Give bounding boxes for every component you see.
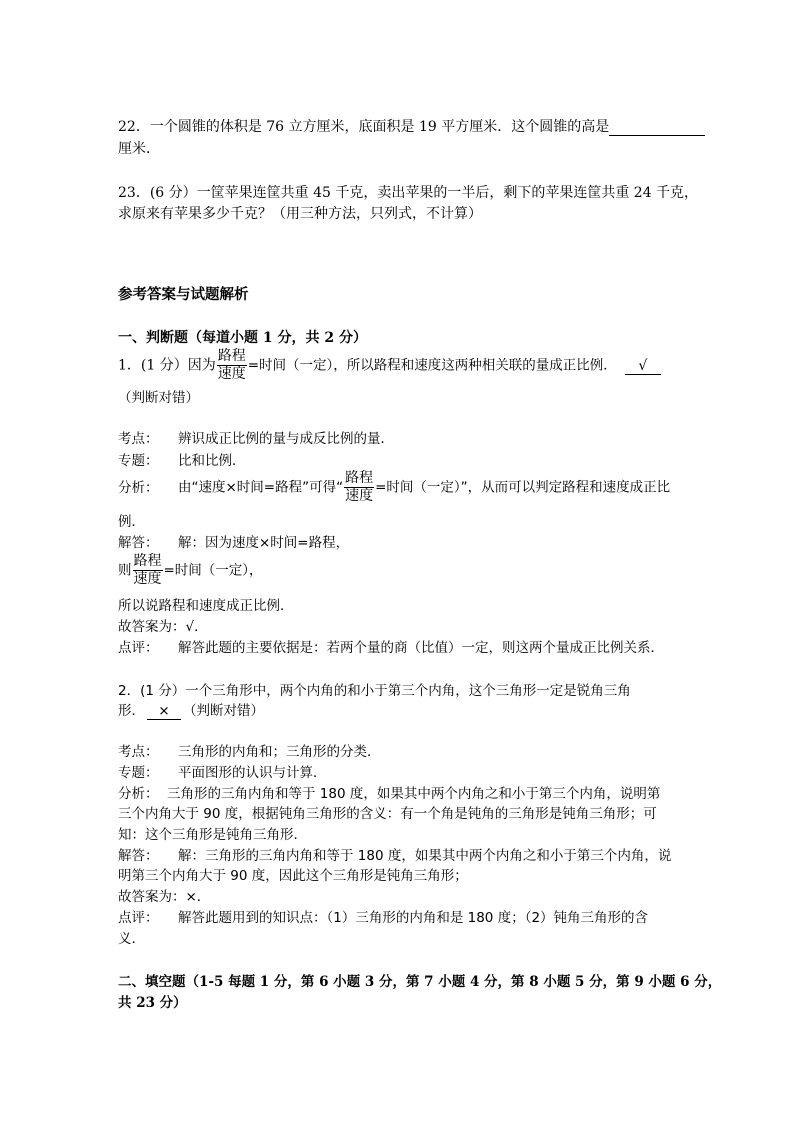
fraction-denominator: 速度 xyxy=(345,488,374,504)
kaodian-text: 三角形的内角和；三角形的分类． xyxy=(178,744,381,760)
label-dianping: 点评： xyxy=(118,910,159,926)
q1-fenxi xyxy=(118,470,670,505)
zhuanti-text: 平面图形的认识与计算． xyxy=(178,765,327,781)
fenxi-text: =时间（一定）”，从而可以判定路程和速度成正比 xyxy=(375,479,671,496)
label-dianping: 点评： xyxy=(118,640,159,656)
label-kaodian: 考点： xyxy=(118,744,159,760)
section-2-title-cont: 共 23 分） xyxy=(118,995,187,1011)
label-jieda: 解答： xyxy=(118,848,159,864)
question-2-judge: （判断对错） xyxy=(183,703,264,719)
q2-fenxi xyxy=(118,785,660,803)
question-2-line-1: 2．(1 分）一个三角形中，两个内角的和小于第三个内角，这个三角形一定是锐角三角 xyxy=(118,683,631,699)
kaodian-text: 辨识成正比例的量与成反比例的量． xyxy=(178,431,394,447)
jieda-text: 则 xyxy=(118,562,132,579)
q2-dianping-2: 义． xyxy=(118,931,145,947)
label-jieda: 解答： xyxy=(118,535,159,551)
q2-jieda xyxy=(118,847,671,865)
q2-fenxi-3: 知：这个三角形是钝角三角形． xyxy=(118,827,307,843)
fraction-denominator: 速度 xyxy=(133,571,162,587)
question-1-text: =时间（一定），所以路程和速度这两种相关联的量成正比例． xyxy=(247,357,617,374)
q1-jieda-2 xyxy=(118,553,263,588)
q2-fenxi-2: 三个内角大于 90 度，根据钝角三角形的含义：有一个角是钝角的三角形是钝角三角形；可 xyxy=(118,806,657,822)
q2-dianping xyxy=(118,909,648,927)
answer-blank xyxy=(609,120,705,136)
question-22 xyxy=(118,118,705,136)
fraction-distance-speed xyxy=(217,348,247,383)
question-22-text: 22．一个圆锥的体积是 76 立方厘米，底面积是 19 平方厘米．这个圆锥的高是 xyxy=(118,119,610,135)
q1-kaodian xyxy=(118,430,394,448)
zhuanti-text: 比和比例． xyxy=(178,453,246,469)
fraction-numerator: 路程 xyxy=(345,470,374,486)
jieda-text: =时间（一定）， xyxy=(163,562,263,579)
label-fenxi: 分析： xyxy=(118,786,159,802)
label-zhuanti: 专题： xyxy=(118,453,159,469)
jieda-text: 解：因为速度×时间=路程， xyxy=(178,535,350,551)
section-1-title: 一、判断题（每道小题 1 分，共 2 分） xyxy=(118,330,367,346)
q1-fenxi-cont: 例． xyxy=(118,514,145,530)
fraction-denominator: 速度 xyxy=(217,366,246,382)
q2-kaodian xyxy=(118,743,381,761)
answer-cross: × xyxy=(147,703,181,720)
q1-jieda-3: 所以说路程和速度成正比例． xyxy=(118,598,294,614)
answers-title: 参考答案与试题解析 xyxy=(118,286,249,303)
question-1-prefix: 1．(1 分）因为 xyxy=(118,357,216,374)
fraction-distance-speed xyxy=(133,553,163,588)
fraction-numerator: 路程 xyxy=(217,348,246,364)
fraction-distance-speed xyxy=(344,470,374,505)
q2-zhuanti xyxy=(118,764,327,782)
q1-dianping xyxy=(118,639,664,657)
question-1-judge: （判断对错） xyxy=(118,390,199,406)
label-kaodian: 考点： xyxy=(118,431,159,447)
fenxi-text: 三角形的三角内角和等于 180 度，如果其中两个内角之和小于第三个内角，说明第 xyxy=(167,786,661,802)
q1-answer-line: 故答案为：√． xyxy=(118,619,208,635)
answer-check: √ xyxy=(625,358,661,375)
dianping-text: 解答此题用到的知识点：（1）三角形的内角和是 180 度；（2）钝角三角形的含 xyxy=(178,910,649,926)
question-23-line-2: 求原来有苹果多少千克？（用三种方法，只列式，不计算） xyxy=(118,206,482,222)
q1-jieda xyxy=(118,534,349,552)
q2-jieda-2: 明第三个内角大于 90 度，因此这个三角形是钝角三角形； xyxy=(118,868,468,884)
fraction-numerator: 路程 xyxy=(133,553,162,569)
question-2-line-2 xyxy=(118,702,264,720)
q1-zhuanti xyxy=(118,452,246,470)
label-zhuanti: 专题： xyxy=(118,765,159,781)
question-1 xyxy=(118,348,661,383)
jieda-text: 解：三角形的三角内角和等于 180 度，如果其中两个内角之和小于第三个内角，说 xyxy=(178,848,672,864)
question-2-prefix: 形． xyxy=(118,703,145,719)
dianping-text: 解答此题的主要依据是：若两个量的商（比值）一定，则这两个量成正比例关系． xyxy=(178,640,664,656)
question-23-line-1: 23．(6 分）一筐苹果连筐共重 45 千克，卖出苹果的一半后，剩下的苹果连筐共重 24 千克， xyxy=(118,185,699,201)
q2-answer-line: 故答案为：×． xyxy=(118,889,211,905)
section-2-title: 二、填空题（1-5 每题 1 分，第 6 小题 3 分，第 7 小题 4 分，第 8 小题 5 分，第 9 小题 6 分， xyxy=(118,974,722,990)
fenxi-text: 由“速度×时间=路程”可得“ xyxy=(178,479,344,496)
label-fenxi: 分析： xyxy=(118,479,159,496)
question-22-unit: 厘米． xyxy=(118,141,160,157)
